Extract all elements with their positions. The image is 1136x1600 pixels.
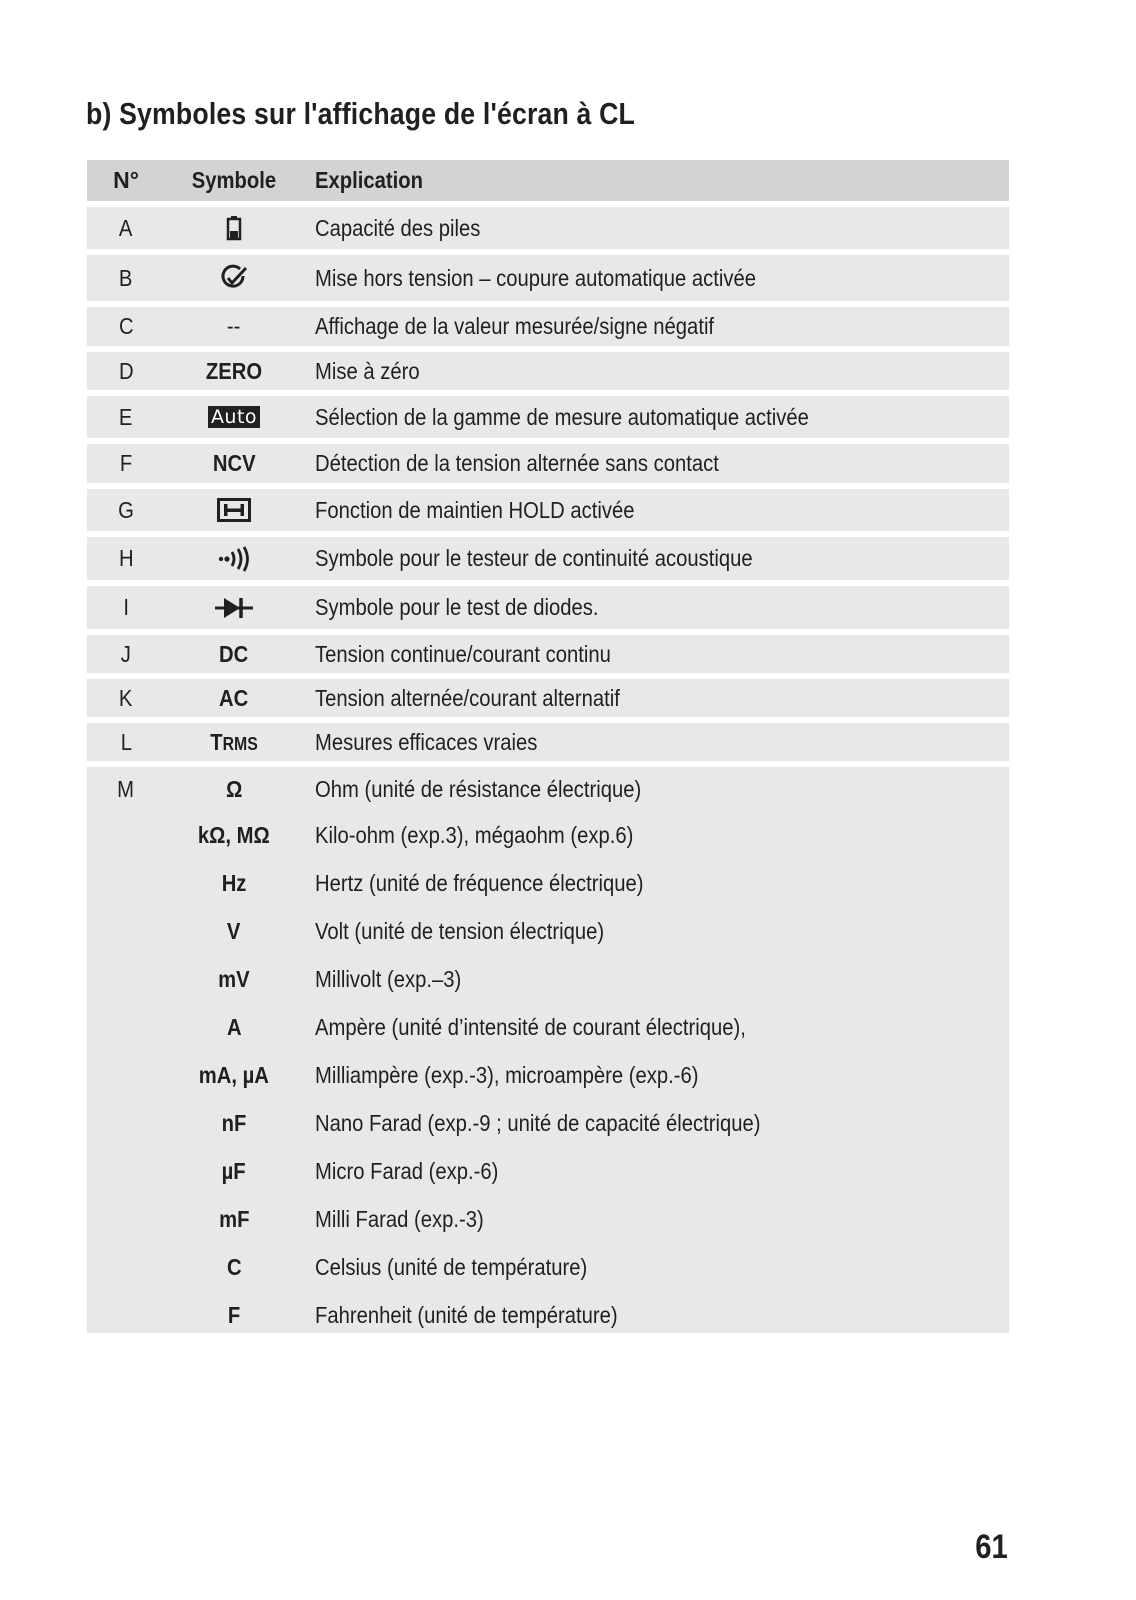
row-no: B (119, 264, 133, 291)
unit-row (87, 1243, 1009, 1291)
row-symbol: AC (219, 684, 249, 711)
unit-explanation: Nano Farad (exp.-9 ; unité de capacité électrique) (315, 1109, 761, 1136)
auto-range-badge: Auto (208, 406, 260, 428)
unit-symbol: F (227, 1301, 241, 1328)
unit-symbol: Ω (225, 775, 243, 802)
unit-row (87, 767, 1009, 811)
symbols-table (87, 160, 1009, 1333)
row-symbol (210, 729, 258, 756)
unit-explanation: Volt (unité de tension électrique) (315, 917, 605, 944)
unit-explanation: Millivolt (exp.–3) (315, 965, 462, 992)
diode-icon (215, 596, 253, 620)
row-symbol: NCV (212, 450, 256, 476)
row-no: A (119, 214, 133, 241)
unit-explanation: Ohm (unité de résistance électrique) (315, 775, 642, 802)
table-row (87, 489, 1009, 531)
row-no: L (120, 728, 132, 755)
unit-symbol: mV (218, 965, 250, 992)
table-row-group-m (87, 767, 1009, 1333)
unit-explanation: Hertz (unité de fréquence électrique) (315, 869, 644, 896)
table-row (87, 307, 1009, 346)
unit-symbol: V (227, 917, 241, 944)
row-no: K (119, 684, 133, 711)
table-row (87, 586, 1009, 629)
unit-explanation: Celsius (unité de température) (315, 1253, 588, 1280)
unit-row (87, 907, 1009, 955)
row-symbol: -- (227, 313, 241, 339)
row-explanation: Mesures efficaces vraies (315, 728, 538, 755)
row-no: J (120, 640, 132, 667)
row-explanation: Fonction de maintien HOLD activée (315, 496, 635, 523)
unit-row (87, 955, 1009, 1003)
row-explanation: Affichage de la valeur mesurée/signe négatif (315, 313, 715, 339)
unit-explanation: Milli Farad (exp.-3) (315, 1205, 484, 1232)
header-explanation: Explication (315, 167, 423, 193)
table-row (87, 679, 1009, 717)
unit-symbol: mA, µA (198, 1061, 270, 1088)
table-row (87, 396, 1009, 438)
row-no: H (118, 545, 134, 571)
continuity-sound-icon (218, 546, 250, 572)
table-row (87, 352, 1009, 390)
unit-row (87, 811, 1009, 859)
row-explanation: Symbole pour le testeur de continuité acoustique (315, 545, 753, 571)
row-explanation: Détection de la tension alternée sans contact (315, 450, 719, 476)
row-explanation: Mise hors tension – coupure automatique activée (315, 264, 757, 291)
unit-row (87, 1051, 1009, 1099)
row-explanation: Tension continue/courant continu (315, 640, 611, 667)
unit-symbol: mF (218, 1205, 250, 1232)
row-no: I (123, 594, 129, 620)
trms-rms: RMS (222, 733, 258, 754)
unit-row (87, 1291, 1009, 1339)
unit-row (87, 1099, 1009, 1147)
unit-symbol: C (226, 1253, 242, 1280)
unit-symbol: kΩ, MΩ (198, 821, 270, 848)
row-no: M (117, 775, 135, 802)
row-explanation: Tension alternée/courant alternatif (315, 684, 620, 711)
row-explanation: Capacité des piles (315, 214, 481, 241)
page-number: 61 (975, 1528, 1008, 1566)
row-no: F (119, 450, 133, 476)
row-no: E (119, 403, 133, 430)
table-row (87, 723, 1009, 761)
unit-row (87, 859, 1009, 907)
table-row (87, 537, 1009, 580)
table-header (87, 160, 1009, 201)
table-row (87, 444, 1009, 483)
row-symbol: ZERO (205, 357, 263, 384)
row-no: C (118, 313, 134, 339)
unit-symbol: Hz (221, 869, 247, 896)
hold-icon (217, 498, 251, 522)
row-no: G (118, 496, 134, 523)
unit-symbol: A (226, 1013, 242, 1040)
row-explanation: Symbole pour le test de diodes. (315, 594, 599, 620)
row-explanation: Mise à zéro (315, 357, 420, 384)
table-row (87, 255, 1009, 301)
trms-t: T (210, 728, 223, 755)
row-symbol: DC (219, 640, 249, 667)
unit-explanation: Kilo-ohm (exp.3), mégaohm (exp.6) (315, 821, 634, 848)
row-no: D (118, 357, 134, 384)
unit-explanation: Micro Farad (exp.-6) (315, 1157, 499, 1184)
auto-power-off-icon (220, 264, 248, 292)
header-no: N° (113, 167, 139, 193)
battery-icon (226, 215, 242, 241)
header-symbol: Symbole (191, 167, 277, 193)
section-title: b) Symboles sur l'affichage de l'écran à CL (86, 96, 636, 131)
unit-explanation: Ampère (unité d’intensité de courant électrique), (315, 1013, 746, 1040)
table-row (87, 635, 1009, 673)
unit-row (87, 1003, 1009, 1051)
row-explanation: Sélection de la gamme de mesure automatique activée (315, 403, 809, 430)
unit-explanation: Fahrenheit (unité de température) (315, 1301, 618, 1328)
unit-symbol: µF (221, 1157, 247, 1184)
table-row (87, 207, 1009, 249)
unit-symbol: nF (221, 1109, 247, 1136)
unit-row (87, 1195, 1009, 1243)
unit-explanation: Milliampère (exp.-3), microampère (exp.-6) (315, 1061, 699, 1088)
unit-row (87, 1147, 1009, 1195)
